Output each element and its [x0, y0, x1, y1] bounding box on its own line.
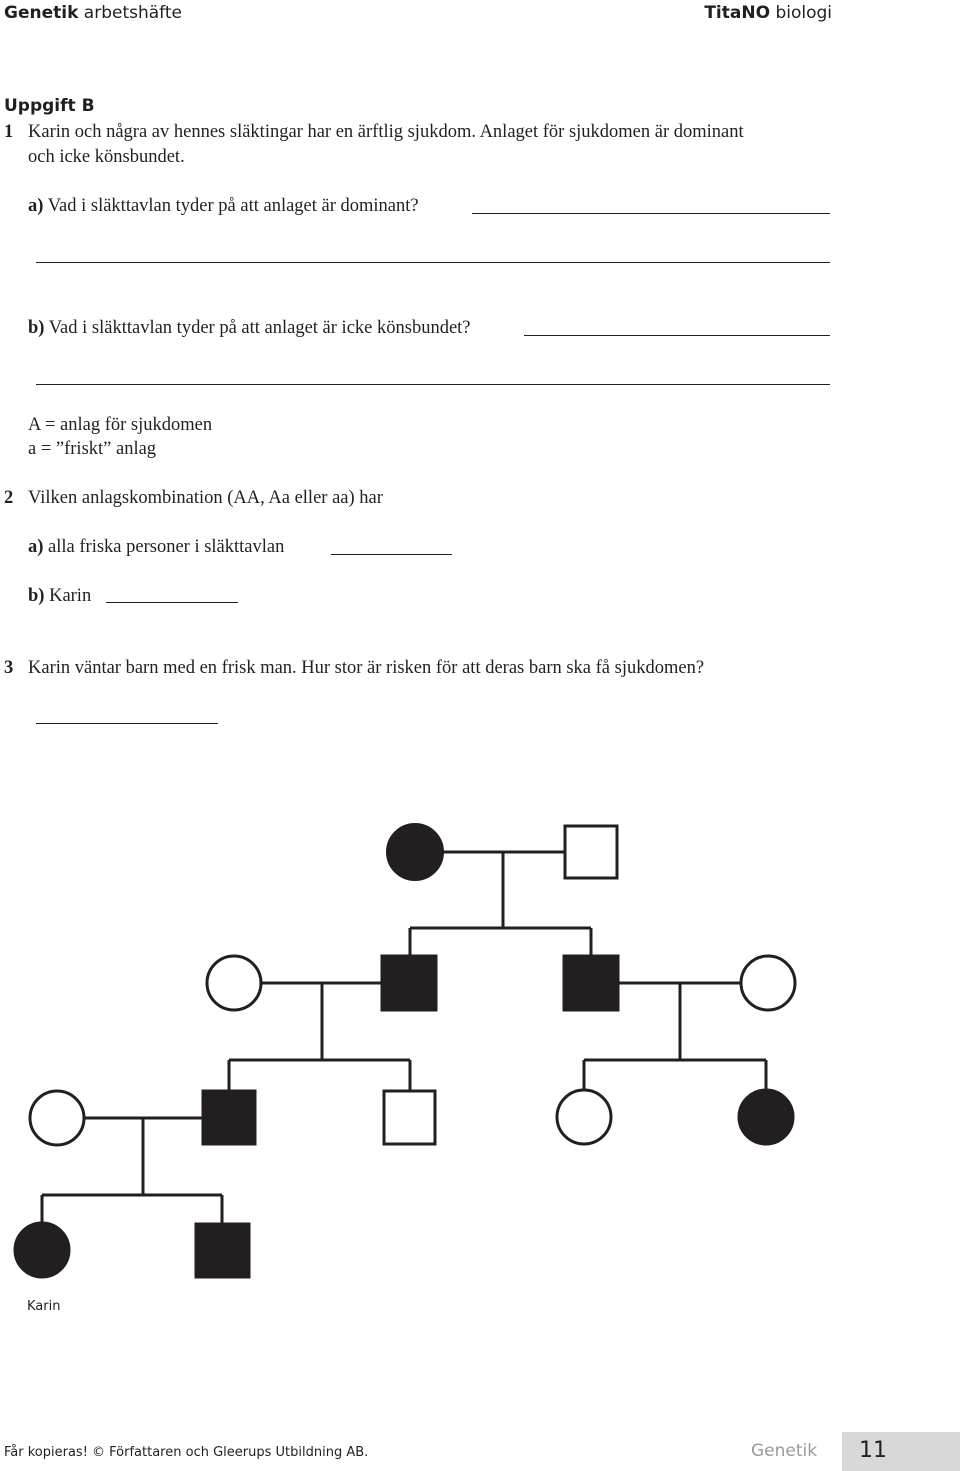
affected-male-g3-1 — [203, 1091, 255, 1144]
healthy-female-g2-2 — [741, 956, 795, 1010]
healthy-female-g3-2 — [557, 1090, 611, 1144]
affected-male-g2-2 — [564, 956, 618, 1010]
header-subject: Genetik — [4, 3, 79, 23]
healthy-female-g2-1 — [207, 956, 261, 1010]
healthy-male-g3-2 — [384, 1091, 435, 1144]
footer-section: Genetik — [751, 1441, 818, 1461]
q2-number: 2 — [4, 488, 14, 508]
affected-male-g4 — [196, 1224, 249, 1277]
header-brand: TitaNO — [704, 3, 771, 23]
healthy-male-g1 — [565, 826, 617, 878]
page-number: 11 — [859, 1438, 887, 1463]
footer-copyright: Får kopieras! © Författaren och Gleerups Utbildning AB. — [4, 1445, 369, 1460]
header-brand-subject: biologi — [775, 3, 832, 23]
q1-text-line2: och icke könsbundet. — [28, 147, 185, 167]
q1-number: 1 — [4, 122, 14, 142]
q2-text: Vilken anlagskombination (AA, Aa eller aa) har — [28, 488, 383, 508]
q1a-label: a) — [28, 196, 44, 216]
q1b-text: Vad i släkttavlan tyder på att anlaget är icke könsbundet? — [48, 318, 471, 338]
affected-female-g3-3 — [739, 1090, 793, 1144]
affected-male-g2-1 — [382, 956, 436, 1010]
q2a-label: a) — [28, 537, 44, 557]
q1b-label: b) — [28, 318, 45, 338]
header-subtitle: arbetshäfte — [83, 3, 182, 23]
affected-female-g1 — [388, 825, 443, 880]
q1a-text: Vad i släkttavlan tyder på att anlaget är dominant? — [47, 196, 419, 216]
q3-number: 3 — [4, 658, 14, 678]
karin-label: Karin — [27, 1299, 61, 1314]
q2b-text: Karin — [49, 586, 92, 606]
q2a-text: alla friska personer i släkttavlan — [48, 537, 285, 557]
pedigree-lines — [42, 852, 766, 1223]
q2b-label: b) — [28, 586, 45, 606]
legend-dominant: A = anlag för sjukdomen — [28, 415, 213, 435]
affected-female-karin — [15, 1223, 69, 1277]
q3-text: Karin väntar barn med en frisk man. Hur stor är risken för att deras barn ska få sjukdomen? — [28, 658, 705, 678]
q1-text-line1: Karin och några av hennes släktingar har en ärftlig sjukdom. Anlaget för sjukdomen är dominant — [28, 122, 744, 142]
pedigree-individuals — [15, 825, 795, 1278]
legend-recessive: a = ”friskt” anlag — [28, 439, 157, 459]
healthy-female-g3-1 — [30, 1091, 84, 1145]
task-title: Uppgift B — [4, 96, 95, 116]
